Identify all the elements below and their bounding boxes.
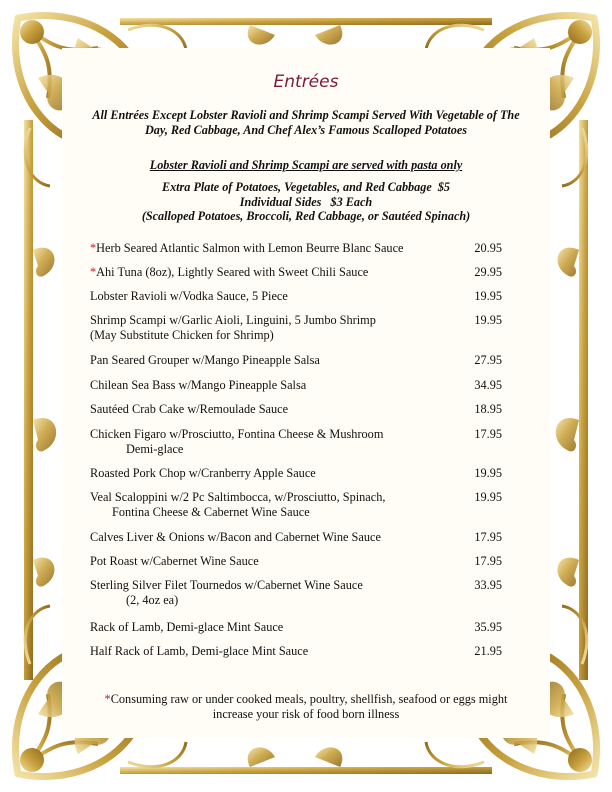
item-name: Sterling Silver Filet Tournedos w/Cabernet Wine Sauce [90, 578, 363, 592]
menu-item [90, 490, 502, 520]
menu-item [90, 554, 502, 569]
menu-item [90, 578, 502, 608]
menu-item [90, 466, 502, 481]
food-safety-disclaimer [86, 692, 526, 722]
item-name: Rack of Lamb, Demi-glace Mint Sauce [90, 620, 284, 634]
extras-pricing [86, 180, 526, 224]
item-price: 35.95 [474, 620, 502, 634]
page-title: Entrées [273, 72, 339, 92]
item-price: 29.95 [474, 265, 502, 279]
raw-warning-asterisk: * [90, 265, 97, 279]
item-price: 17.95 [474, 530, 502, 544]
menu-item [90, 402, 502, 417]
menu-item [90, 427, 502, 457]
item-subtext: (2, 4oz ea) [126, 593, 179, 607]
item-subtext: (May Substitute Chicken for Shrimp) [90, 328, 274, 342]
raw-warning-asterisk: * [90, 241, 97, 255]
item-price: 20.95 [474, 241, 502, 255]
menu-item [90, 241, 502, 256]
menu-item [90, 353, 502, 368]
item-name: Chicken Figaro w/Prosciutto, Fontina Cheese & Mushroom [90, 427, 384, 441]
menu-item [90, 530, 502, 545]
raw-warning-asterisk: * [104, 692, 111, 706]
item-name: Lobster Ravioli w/Vodka Sauce, 5 Piece [90, 289, 288, 303]
item-name: Calves Liver & Onions w/Bacon and Cabernet Wine Sauce [90, 530, 381, 544]
menu-item [90, 265, 502, 280]
item-price: 19.95 [474, 466, 502, 480]
item-name: Half Rack of Lamb, Demi-glace Mint Sauce [90, 644, 309, 658]
item-price: 19.95 [474, 289, 502, 303]
item-name: Shrimp Scampi w/Garlic Aioli, Linguini, 5 Jumbo Shrimp [90, 313, 376, 327]
item-price: 27.95 [474, 353, 502, 367]
item-price: 17.95 [474, 554, 502, 568]
entrees-intro-note: All Entrées Except Lobster Ravioli and Shrimp Scampi Served With Vegetable of The Day, Red Cabbage, And Chef Alex’s Famous Scalloped Potatoes [92, 108, 520, 137]
item-name: Pot Roast w/Cabernet Wine Sauce [90, 554, 259, 568]
menu-item [90, 620, 502, 635]
item-price: 17.95 [474, 427, 502, 441]
item-name: Chilean Sea Bass w/Mango Pineapple Salsa [90, 378, 307, 392]
extras-line: (Scalloped Potatoes, Broccoli, Red Cabbage, or Sautéed Spinach) [141, 209, 471, 223]
extras-line: Individual Sides $3 Each [239, 194, 373, 209]
item-price: 34.95 [474, 378, 502, 392]
item-name: Pan Seared Grouper w/Mango Pineapple Salsa [90, 353, 320, 367]
pasta-note: Lobster Ravioli and Shrimp Scampi are served with pasta only [149, 158, 463, 172]
menu-item [90, 289, 502, 304]
item-name: Roasted Pork Chop w/Cranberry Apple Sauce [90, 466, 316, 480]
item-price: 19.95 [474, 490, 502, 504]
item-price: 18.95 [474, 402, 502, 416]
menu-item [90, 378, 502, 393]
item-price: 21.95 [474, 644, 502, 658]
menu-item [90, 644, 502, 659]
item-subtext: Demi-glace [126, 442, 184, 456]
item-name: Ahi Tuna (8oz), Lightly Seared with Sweet Chili Sauce [96, 265, 369, 279]
item-name: Herb Seared Atlantic Salmon with Lemon Beurre Blanc Sauce [96, 241, 404, 255]
menu-item [90, 313, 502, 343]
item-name: Veal Scaloppini w/2 Pc Saltimbocca, w/Prosciutto, Spinach, [90, 490, 386, 504]
extras-line: Extra Plate of Potatoes, Vegetables, and Red Cabbage $5 [161, 180, 451, 194]
disclaimer-text: Consuming raw or under cooked meals, poultry, shellfish, seafood or eggs might increase your risk of food born illness [110, 692, 508, 721]
item-price: 33.95 [474, 578, 502, 592]
item-name: Sautéed Crab Cake w/Remoulade Sauce [90, 402, 289, 416]
item-subtext: Fontina Cheese & Cabernet Wine Sauce [112, 505, 310, 519]
item-price: 19.95 [474, 313, 502, 327]
